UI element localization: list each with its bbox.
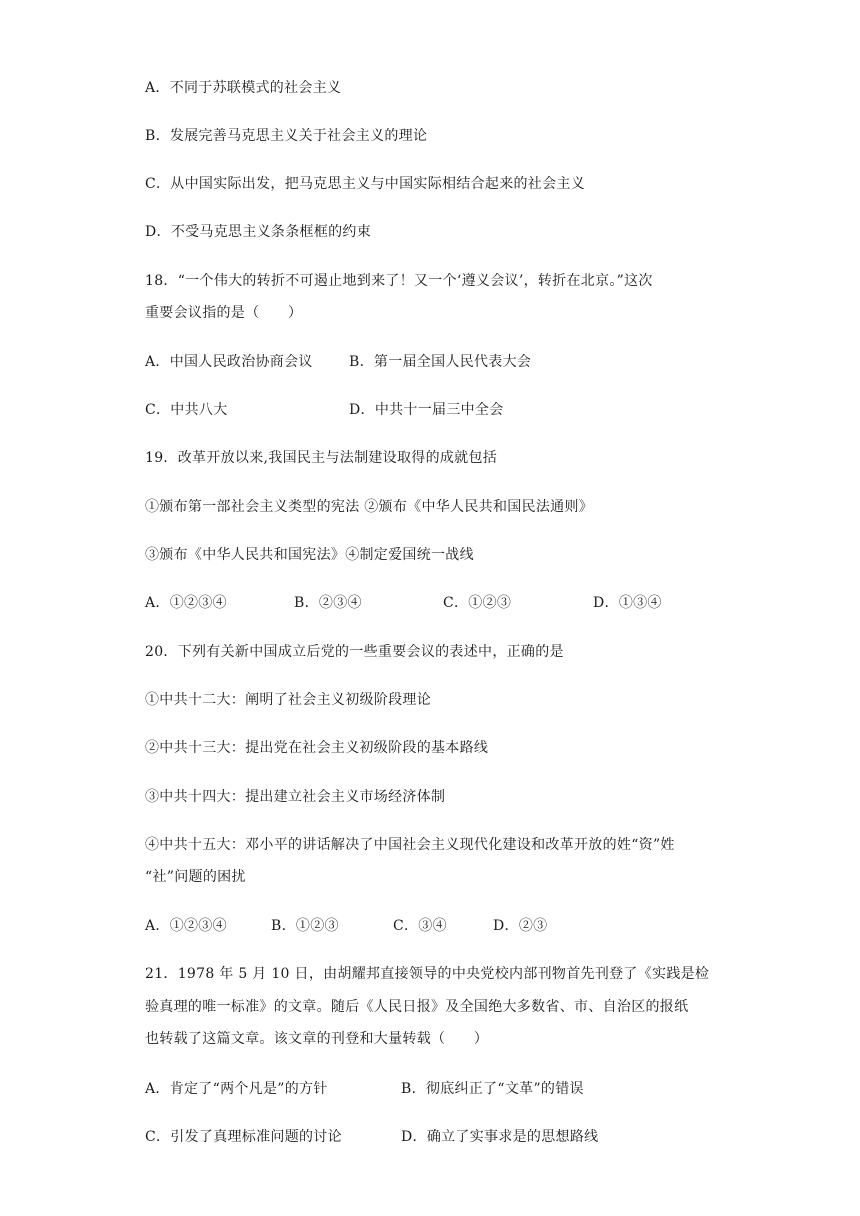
q18-option-a: A．中国人民政治协商会议 [145,354,313,370]
q19-option-a: A．①②③④ [145,595,227,611]
q17-option-a: A．不同于苏联模式的社会主义 [145,80,342,96]
q19-option-b: B．②③④ [294,595,362,611]
q20-item-4-cont: “社”问题的困扰 [145,869,246,885]
q20-item-3: ③中共十四大：提出建立社会主义市场经济体制 [145,789,446,805]
q18-option-c: C．中共八大 [145,402,228,418]
q19-items-line1: ①颁布第一部社会主义类型的宪法 ②颁布《中华人民共和国民法通则》 [145,499,594,515]
q20-option-a: A．①②③④ [145,918,227,934]
q21-option-b: B．彻底纠正了“文革”的错误 [401,1081,584,1097]
q18-option-d: D．中共十一届三中全会 [349,402,504,418]
q18-option-b: B．第一届全国人民代表大会 [349,354,532,370]
q18-stem-line1: 18．“一个伟大的转折不可遏止地到来了！又一个‘遵义会议’，转折在北京。”这次 [145,273,653,289]
q17-option-b: B．发展完善马克思主义关于社会主义的理论 [145,128,428,144]
q18-stem-line2: 重要会议指的是（ ） [145,305,303,321]
q19-option-d: D．①③④ [593,595,662,611]
q21-option-a: A．肯定了“两个凡是”的方针 [145,1081,328,1097]
q19-stem: 19．改革开放以来,我国民主与法制建设取得的成就包括 [145,450,498,466]
q20-option-d: D．②③ [493,918,548,934]
q20-option-b: B．①②③ [271,918,339,934]
q20-item-4: ④中共十五大：邓小平的讲话解决了中国社会主义现代化建设和改革开放的姓“资”姓 [145,837,675,853]
q21-stem-line2: 验真理的唯一标准》的文章。随后《人民日报》及全国绝大多数省、市、自治区的报纸 [145,999,689,1015]
q21-option-c: C．引发了真理标准问题的讨论 [145,1129,342,1145]
q19-option-c: C．①②③ [443,595,512,611]
q17-option-c: C．从中国实际出发，把马克思主义与中国实际相结合起来的社会主义 [145,176,586,192]
q21-stem-line1: 21．1978 年 5 月 10 日，由胡耀邦直接领导的中央党校内部刊物首先刊登了《实践是检 [145,966,710,982]
q21-option-d: D．确立了实事求是的思想路线 [401,1129,599,1145]
q20-item-1: ①中共十二大：阐明了社会主义初级阶段理论 [145,692,431,708]
q20-stem: 20．下列有关新中国成立后党的一些重要会议的表述中，正确的是 [145,644,564,660]
q17-option-d: D．不受马克思主义条条框框的约束 [145,224,372,240]
q21-stem-line3: 也转载了这篇文章。该文章的刊登和大量转载（ ） [145,1031,489,1047]
q20-option-c: C．③④ [393,918,447,934]
q20-item-2: ②中共十三大：提出党在社会主义初级阶段的基本路线 [145,740,489,756]
q19-items-line2: ③颁布《中华人民共和国宪法》④制定爱国统一战线 [145,547,474,563]
